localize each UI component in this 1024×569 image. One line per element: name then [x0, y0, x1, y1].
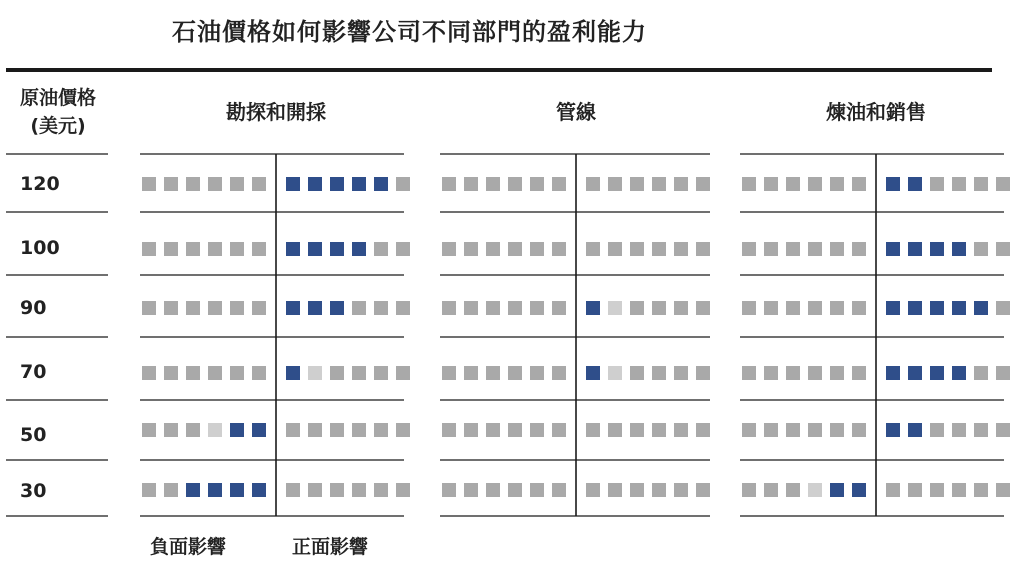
positive-impact-square — [674, 483, 688, 497]
positive-impact-square — [396, 483, 410, 497]
negative-impact-square — [208, 242, 222, 256]
negative-impact-square — [208, 301, 222, 315]
positive-impact-square — [308, 177, 322, 191]
positive-impact-square — [630, 483, 644, 497]
positive-impact-square — [630, 242, 644, 256]
negative-impact-square — [764, 483, 778, 497]
positive-impact-square — [352, 366, 366, 380]
positive-impact-square — [674, 423, 688, 437]
negative-impact-square — [830, 423, 844, 437]
positive-impact-square — [308, 301, 322, 315]
positive-impact-square — [930, 423, 944, 437]
negative-impact-square — [808, 177, 822, 191]
negative-impact-square — [252, 242, 266, 256]
negative-impact-square — [442, 483, 456, 497]
positive-impact-square — [652, 301, 666, 315]
price-label-70: 70 — [20, 361, 47, 383]
negative-impact-square — [464, 242, 478, 256]
positive-impact-square — [630, 177, 644, 191]
positive-impact-square — [374, 366, 388, 380]
positive-impact-square — [952, 177, 966, 191]
negative-impact-square — [764, 242, 778, 256]
negative-impact-square — [186, 177, 200, 191]
negative-impact-square — [508, 483, 522, 497]
negative-impact-square — [808, 423, 822, 437]
negative-impact-square — [786, 242, 800, 256]
negative-impact-square — [552, 483, 566, 497]
positive-impact-square — [652, 483, 666, 497]
negative-impact-square — [442, 366, 456, 380]
positive-impact-square — [608, 177, 622, 191]
positive-impact-square — [886, 366, 900, 380]
positive-impact-square — [586, 242, 600, 256]
positive-impact-square — [930, 177, 944, 191]
negative-impact-square — [808, 242, 822, 256]
positive-impact-square — [908, 423, 922, 437]
positive-impact-square — [396, 423, 410, 437]
positive-impact-square — [908, 483, 922, 497]
negative-impact-square — [486, 301, 500, 315]
positive-impact-square — [974, 242, 988, 256]
sector-title-exploration: 勘探和開採 — [226, 100, 326, 124]
positive-impact-square — [308, 242, 322, 256]
positive-impact-square — [930, 366, 944, 380]
positive-impact-square — [908, 242, 922, 256]
positive-impact-square — [308, 366, 322, 380]
positive-impact-square — [352, 483, 366, 497]
positive-impact-square — [974, 483, 988, 497]
negative-impact-square — [142, 177, 156, 191]
negative-impact-square — [442, 423, 456, 437]
negative-impact-square — [164, 423, 178, 437]
price-label-30: 30 — [20, 480, 47, 502]
negative-impact-square — [464, 366, 478, 380]
negative-impact-square — [486, 366, 500, 380]
negative-impact-square — [786, 366, 800, 380]
negative-impact-square — [142, 423, 156, 437]
price-header-line-2: (美元) — [30, 115, 86, 137]
negative-impact-square — [186, 301, 200, 315]
price-label-90: 90 — [20, 297, 47, 319]
negative-impact-square — [808, 301, 822, 315]
positive-impact-square — [608, 242, 622, 256]
negative-impact-square — [208, 177, 222, 191]
positive-impact-square — [396, 301, 410, 315]
negative-impact-square — [830, 177, 844, 191]
negative-impact-square — [508, 423, 522, 437]
negative-impact-square — [852, 483, 866, 497]
negative-impact-square — [786, 483, 800, 497]
positive-impact-square — [308, 423, 322, 437]
positive-impact-square — [374, 423, 388, 437]
positive-impact-square — [286, 177, 300, 191]
negative-impact-square — [164, 177, 178, 191]
positive-impact-square — [930, 483, 944, 497]
negative-impact-square — [530, 242, 544, 256]
negative-impact-square — [552, 366, 566, 380]
negative-impact-square — [208, 366, 222, 380]
negative-impact-square — [530, 301, 544, 315]
price-label-100: 100 — [20, 237, 60, 259]
negative-impact-square — [508, 301, 522, 315]
positive-impact-square — [330, 423, 344, 437]
positive-impact-square — [674, 177, 688, 191]
positive-impact-square — [630, 301, 644, 315]
positive-impact-square — [908, 177, 922, 191]
negative-impact-square — [164, 483, 178, 497]
positive-impact-square — [930, 301, 944, 315]
positive-impact-square — [330, 366, 344, 380]
negative-impact-square — [164, 242, 178, 256]
negative-impact-square — [742, 177, 756, 191]
negative-impact-square — [852, 177, 866, 191]
positive-impact-square — [330, 242, 344, 256]
positive-impact-square — [996, 483, 1010, 497]
negative-impact-square — [486, 177, 500, 191]
negative-impact-square — [486, 483, 500, 497]
negative-impact-square — [764, 366, 778, 380]
negative-impact-square — [742, 366, 756, 380]
positive-impact-square — [374, 483, 388, 497]
negative-impact-square — [252, 483, 266, 497]
positive-impact-square — [996, 177, 1010, 191]
positive-impact-square — [952, 301, 966, 315]
positive-impact-square — [996, 366, 1010, 380]
positive-impact-square — [886, 242, 900, 256]
positive-impact-square — [630, 423, 644, 437]
negative-impact-square — [552, 242, 566, 256]
positive-impact-square — [608, 301, 622, 315]
positive-impact-square — [330, 301, 344, 315]
negative-impact-square — [742, 483, 756, 497]
negative-impact-square — [852, 301, 866, 315]
positive-impact-square — [352, 301, 366, 315]
positive-impact-square — [608, 423, 622, 437]
positive-impact-square — [374, 301, 388, 315]
positive-impact-square — [696, 423, 710, 437]
positive-impact-label: 正面影響 — [292, 536, 369, 558]
positive-impact-square — [952, 366, 966, 380]
negative-impact-square — [464, 301, 478, 315]
price-label-50: 50 — [20, 424, 47, 446]
positive-impact-square — [908, 366, 922, 380]
sector-title-refining: 煉油和銷售 — [826, 100, 926, 124]
positive-impact-square — [608, 366, 622, 380]
positive-impact-square — [996, 242, 1010, 256]
negative-impact-square — [230, 483, 244, 497]
negative-impact-square — [552, 177, 566, 191]
positive-impact-square — [696, 177, 710, 191]
negative-impact-square — [830, 366, 844, 380]
positive-impact-square — [352, 423, 366, 437]
positive-impact-square — [696, 242, 710, 256]
positive-impact-square — [886, 177, 900, 191]
negative-impact-square — [852, 423, 866, 437]
positive-impact-square — [352, 242, 366, 256]
negative-impact-square — [464, 423, 478, 437]
negative-impact-square — [830, 483, 844, 497]
positive-impact-square — [886, 301, 900, 315]
negative-impact-square — [508, 366, 522, 380]
negative-impact-square — [808, 366, 822, 380]
positive-impact-square — [674, 366, 688, 380]
positive-impact-square — [974, 177, 988, 191]
negative-impact-square — [230, 301, 244, 315]
negative-impact-square — [852, 366, 866, 380]
negative-impact-square — [230, 366, 244, 380]
positive-impact-square — [652, 242, 666, 256]
sector-title-pipeline: 管線 — [556, 100, 596, 124]
positive-impact-square — [330, 483, 344, 497]
negative-impact-square — [508, 177, 522, 191]
negative-impact-square — [764, 177, 778, 191]
negative-impact-square — [830, 242, 844, 256]
negative-impact-square — [486, 242, 500, 256]
negative-impact-square — [142, 301, 156, 315]
negative-impact-square — [830, 301, 844, 315]
negative-impact-square — [164, 301, 178, 315]
negative-impact-square — [252, 177, 266, 191]
negative-impact-square — [464, 483, 478, 497]
positive-impact-square — [586, 301, 600, 315]
positive-impact-square — [996, 301, 1010, 315]
negative-impact-square — [530, 483, 544, 497]
positive-impact-square — [952, 242, 966, 256]
positive-impact-square — [286, 301, 300, 315]
positive-impact-square — [996, 423, 1010, 437]
negative-impact-square — [530, 423, 544, 437]
negative-impact-square — [164, 366, 178, 380]
negative-impact-square — [442, 177, 456, 191]
negative-impact-square — [186, 483, 200, 497]
negative-impact-square — [442, 301, 456, 315]
positive-impact-square — [674, 242, 688, 256]
positive-impact-square — [886, 483, 900, 497]
positive-impact-square — [652, 423, 666, 437]
negative-impact-square — [552, 301, 566, 315]
positive-impact-square — [608, 483, 622, 497]
negative-impact-square — [764, 423, 778, 437]
positive-impact-square — [374, 242, 388, 256]
positive-impact-square — [286, 366, 300, 380]
positive-impact-square — [974, 301, 988, 315]
negative-impact-square — [186, 423, 200, 437]
negative-impact-square — [464, 177, 478, 191]
negative-impact-square — [530, 177, 544, 191]
negative-impact-square — [442, 242, 456, 256]
negative-impact-square — [852, 242, 866, 256]
negative-impact-square — [230, 242, 244, 256]
positive-impact-square — [286, 423, 300, 437]
positive-impact-square — [696, 483, 710, 497]
positive-impact-square — [586, 483, 600, 497]
positive-impact-square — [396, 242, 410, 256]
negative-impact-square — [252, 301, 266, 315]
negative-impact-square — [252, 366, 266, 380]
positive-impact-square — [886, 423, 900, 437]
negative-impact-square — [186, 366, 200, 380]
positive-impact-square — [652, 177, 666, 191]
negative-impact-square — [742, 423, 756, 437]
negative-impact-square — [764, 301, 778, 315]
positive-impact-square — [974, 423, 988, 437]
positive-impact-square — [696, 366, 710, 380]
positive-impact-square — [308, 483, 322, 497]
negative-impact-square — [230, 423, 244, 437]
positive-impact-square — [586, 177, 600, 191]
positive-impact-square — [696, 301, 710, 315]
negative-impact-square — [142, 483, 156, 497]
positive-impact-square — [952, 423, 966, 437]
positive-impact-square — [930, 242, 944, 256]
positive-impact-square — [396, 177, 410, 191]
positive-impact-square — [352, 177, 366, 191]
negative-impact-square — [530, 366, 544, 380]
negative-impact-square — [742, 242, 756, 256]
negative-impact-square — [230, 177, 244, 191]
price-label-120: 120 — [20, 173, 60, 195]
positive-impact-square — [630, 366, 644, 380]
negative-impact-square — [786, 423, 800, 437]
negative-impact-square — [786, 177, 800, 191]
positive-impact-square — [396, 366, 410, 380]
negative-impact-square — [142, 366, 156, 380]
negative-impact-square — [552, 423, 566, 437]
positive-impact-square — [908, 301, 922, 315]
negative-impact-square — [486, 423, 500, 437]
positive-impact-square — [674, 301, 688, 315]
negative-impact-label: 負面影響 — [150, 536, 227, 558]
positive-impact-square — [374, 177, 388, 191]
positive-impact-square — [286, 483, 300, 497]
positive-impact-square — [652, 366, 666, 380]
negative-impact-square — [186, 242, 200, 256]
positive-impact-square — [952, 483, 966, 497]
negative-impact-square — [142, 242, 156, 256]
positive-impact-square — [286, 242, 300, 256]
negative-impact-square — [252, 423, 266, 437]
chart-title: 石油價格如何影響公司不同部門的盈利能力 — [172, 18, 647, 46]
positive-impact-square — [330, 177, 344, 191]
negative-impact-square — [208, 423, 222, 437]
positive-impact-square — [586, 366, 600, 380]
positive-impact-square — [586, 423, 600, 437]
positive-impact-square — [974, 366, 988, 380]
negative-impact-square — [742, 301, 756, 315]
price-header-line-1: 原油價格 — [19, 87, 96, 109]
negative-impact-square — [208, 483, 222, 497]
negative-impact-square — [808, 483, 822, 497]
negative-impact-square — [508, 242, 522, 256]
negative-impact-square — [786, 301, 800, 315]
